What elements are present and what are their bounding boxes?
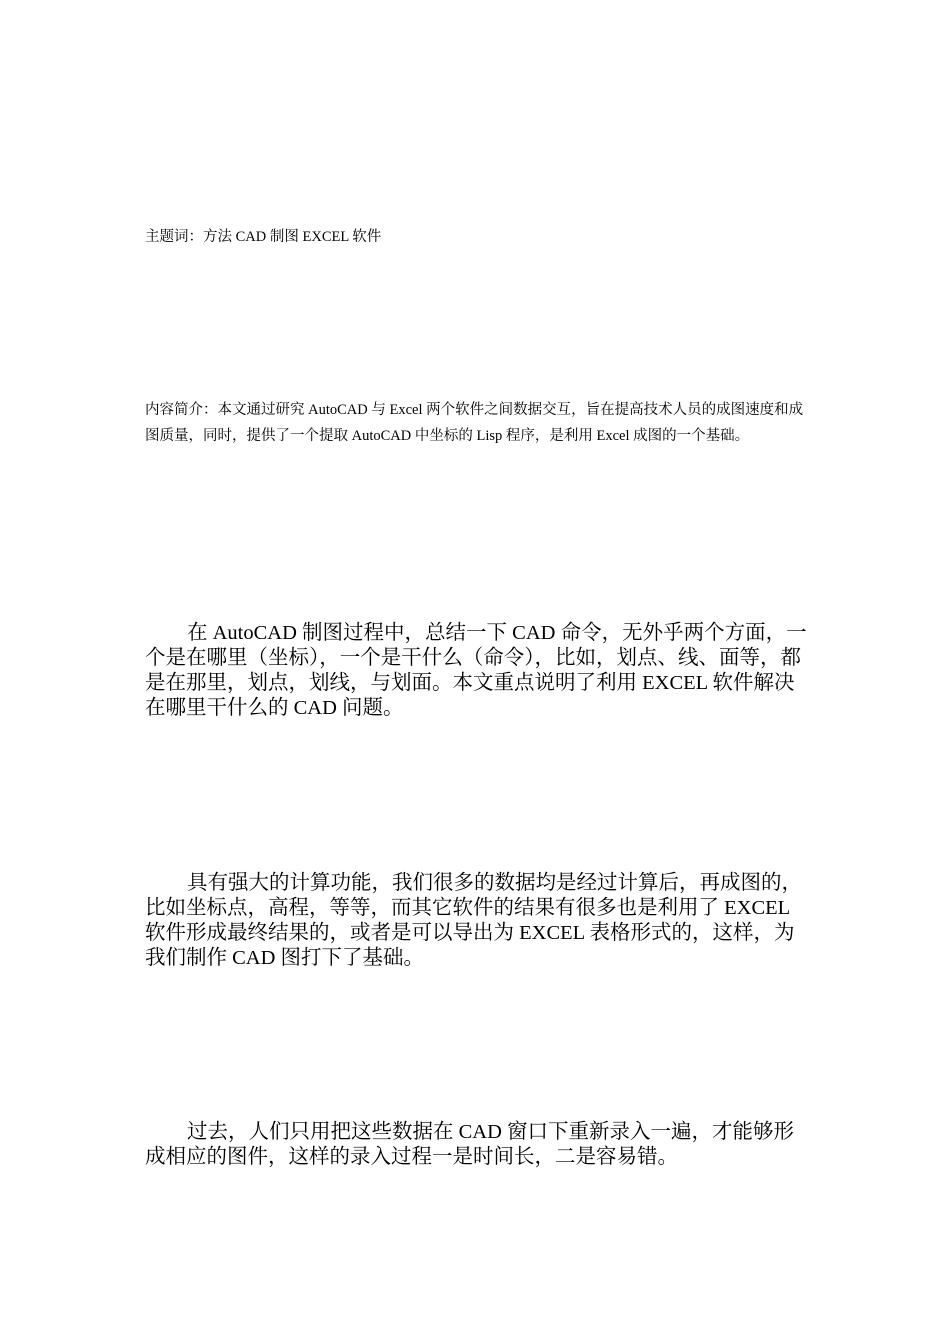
body-paragraph-2: 具有强大的计算功能，我们很多的数据均是经过计算后，再成图的，比如坐标点，高程，等等，而其它软件的结果有很多也是利用了 EXCEL 软件形成最终结果的，或者是可以导出为 EXCEL 表格形式的，这样，为我们制作 CAD 图打下了基础。 xyxy=(145,872,802,969)
body-paragraph-3: 过去，人们只用把这些数据在 CAD 窗口下重新录入一遍，才能够形成相应的图件，这样的录入过程一是时间长，二是容易错。 xyxy=(145,1121,795,1168)
abstract-paragraph: 内容简介：本文通过研究 AutoCAD 与 Excel 两个软件之间数据交互，旨在提高技术人员的成图速度和成图质量，同时，提供了一个提取 AutoCAD 中坐标的 Lisp 程序，是利用 Excel 成图的一个基础。 xyxy=(145,402,804,444)
keywords-line: 主题词：方法 CAD 制图 EXCEL 软件 xyxy=(145,229,382,245)
body-paragraph-1: 在 AutoCAD 制图过程中，总结一下 CAD 命令，无外乎两个方面，一个是在哪里（坐标），一个是干什么（命令），比如，划点、线、面等，都是在那里，划点，划线，与划面。本文重点说明了利用 EXCEL 软件解决在哪里干什么的 CAD 问题。 xyxy=(145,622,807,719)
